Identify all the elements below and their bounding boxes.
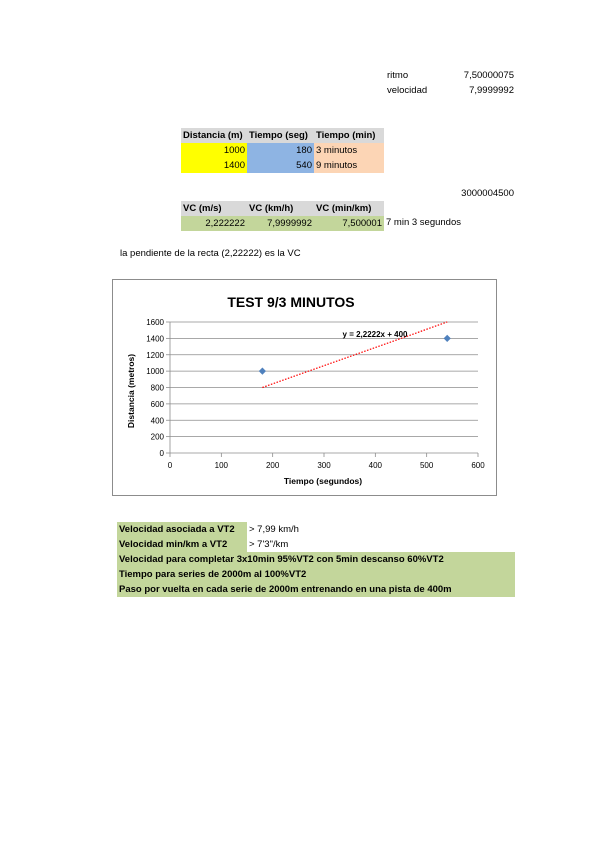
x-tick-label: 300 xyxy=(317,461,331,470)
y-tick-label: 1400 xyxy=(146,334,164,344)
velocidad-value: 7,9999992 xyxy=(469,85,514,96)
cell-tiempo-min: 9 minutos xyxy=(314,158,384,173)
y-tick-label: 1200 xyxy=(146,350,164,360)
x-axis-title: Tiempo (segundos) xyxy=(283,476,363,486)
scatter-chart xyxy=(113,280,496,495)
x-tick-label: 200 xyxy=(265,461,280,470)
x-tick-label: 100 xyxy=(214,461,229,470)
vt2-speed-value: > 7,99 km/h xyxy=(249,524,299,535)
header-distancia: Distancia (m) xyxy=(181,128,247,143)
x-tick-label: 400 xyxy=(368,461,383,470)
training-line: Paso por vuelta en cada serie de 2000m entrenando en una pista de 400m xyxy=(117,582,515,597)
y-tick-label: 0 xyxy=(159,449,164,458)
header-vc-minkm: VC (min/km) xyxy=(314,201,384,216)
vt2-speed-label: Velocidad asociada a VT2 xyxy=(117,522,247,537)
y-tick-label: 1600 xyxy=(146,318,164,327)
velocidad-label: velocidad xyxy=(387,85,428,96)
cell-vc-ms: 2,222222 xyxy=(181,216,247,231)
cell-vc-minkm: 7,500001 xyxy=(314,216,384,231)
chart-title: TEST 9/3 MINUTOS xyxy=(227,294,355,310)
y-tick-label: 600 xyxy=(150,399,164,409)
x-tick-label: 500 xyxy=(419,461,434,470)
training-line: Velocidad para completar 3x10min 95%VT2 con 5min descanso 60%VT2 xyxy=(117,552,515,567)
slope-note: la pendiente de la recta (2,22222) es la VC xyxy=(120,248,301,259)
cell-distancia: 1000 xyxy=(181,143,247,158)
header-vc-kmh: VC (km/h) xyxy=(247,201,314,216)
y-tick-label: 1000 xyxy=(146,367,164,377)
cell-tiempo-min: 3 minutos xyxy=(314,143,384,158)
header-tiempo-min: Tiempo (min) xyxy=(314,128,384,143)
cell-distancia: 1400 xyxy=(181,158,247,173)
data-point xyxy=(444,335,451,342)
cell-tiempo-seg: 180 xyxy=(247,143,314,158)
y-tick-label: 400 xyxy=(150,416,164,426)
x-tick-label: 0 xyxy=(167,461,173,470)
vt2-pace-label: Velocidad min/km a VT2 xyxy=(117,537,247,552)
vc-note: 7 min 3 segundos xyxy=(386,217,461,228)
ritmo-label: ritmo xyxy=(387,70,409,81)
x-tick-label: 600 xyxy=(471,461,485,470)
ritmo-value: 7,50000075 xyxy=(463,70,514,81)
training-line: Tiempo para series de 2000m al 100%VT2 xyxy=(117,567,515,582)
y-tick-label: 800 xyxy=(150,383,164,393)
header-tiempo-seg: Tiempo (seg) xyxy=(247,128,314,143)
y-tick-label: 200 xyxy=(150,432,164,442)
chart-frame xyxy=(112,279,497,496)
vt2-pace-value: > 7'3"/km xyxy=(249,539,289,550)
y-axis-title: Distancia (metros) xyxy=(126,353,136,429)
header-vc-ms: VC (m/s) xyxy=(181,201,247,216)
big-number: 3000004500 xyxy=(461,188,514,199)
cell-tiempo-seg: 540 xyxy=(247,158,314,173)
trendline-label: y = 2,2222x + 400 xyxy=(342,330,408,339)
data-point xyxy=(259,368,266,375)
cell-vc-kmh: 7,9999992 xyxy=(247,216,314,231)
